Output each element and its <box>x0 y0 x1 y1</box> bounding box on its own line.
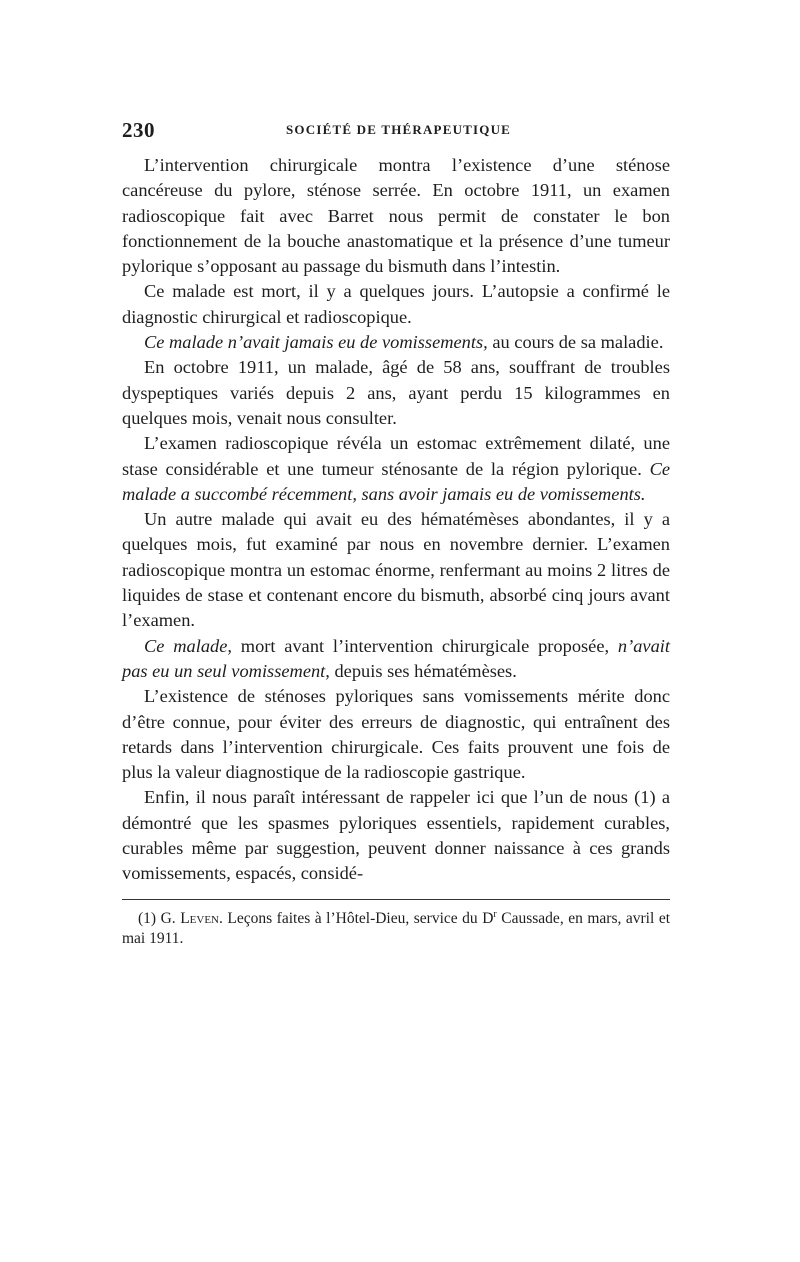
footnote <box>122 909 670 949</box>
paragraph-7 <box>122 634 670 685</box>
footnote-marker: (1) G. <box>138 909 181 927</box>
paragraph-1: L’intervention chirurgicale montra l’existence d’une sténose cancéreuse du pylore, sténose serrée. En octobre 1911, un examen radioscopique fait avec Barret nous permit de constater le bon fonctionnement de la bouche anastomatique et la présence d’une tumeur pylorique s’opposant au passage du bismuth dans l’intestin. <box>122 155 670 277</box>
text-run: depuis ses hématémèses. <box>329 660 517 681</box>
paragraph-3 <box>122 330 670 355</box>
footnote-text: . Leçons faites à l’Hôtel-Dieu, service du D <box>219 909 494 927</box>
paragraph-4: En octobre 1911, un malade, âgé de 58 ans, souffrant de troubles dyspeptiques variés depuis 2 ans, ayant perdu 15 kilogrammes en quelques mois, venait nous consulter. <box>122 357 670 428</box>
text-run: au cours de sa maladie. <box>487 332 664 353</box>
text-run: mort avant l’intervention chirurgicale proposée, <box>231 635 618 656</box>
text-run: L’examen radioscopique révéla un estomac extrêmement dilaté, une stase considérable et une tumeur sténosante de la région pylorique. <box>122 433 670 479</box>
italic-phrase: n’avait pas eu un seul vomissement, <box>122 635 670 681</box>
italic-phrase: Ce malade a succombé récemment, sans avoir jamais eu de vomissements. <box>122 458 670 504</box>
page-header <box>122 118 670 148</box>
page-number: 230 <box>122 118 155 142</box>
main-text <box>122 153 670 887</box>
footnote-superscript: r <box>493 908 497 920</box>
paragraph-2: Ce malade est mort, il y a quelques jours. L’autopsie a confirmé le diagnostic chirurgical et radioscopique. <box>122 281 670 327</box>
paragraph-9: Enfin, il nous paraît intéressant de rappeler ici que l’un de nous (1) a démontré que les spasmes pyloriques essentiels, rapidement curables, curables même par suggestion, peuvent donner naissance à ces grands vomissements, espacés, considé- <box>122 787 670 884</box>
paragraph-5 <box>122 431 670 507</box>
book-page <box>122 118 670 949</box>
italic-phrase: Ce malade, <box>144 635 232 656</box>
footnote-author: Leven <box>180 909 219 927</box>
footnote-text-end: Caussade, en mars, avril et mai 1911. <box>122 909 671 947</box>
italic-phrase: Ce malade n’avait jamais eu de vomissements, <box>144 332 488 353</box>
running-title: SOCIÉTÉ DE THÉRAPEUTIQUE <box>286 122 512 137</box>
paragraph-6: Un autre malade qui avait eu des hématémèses abondantes, il y a quelques mois, fut examiné par nous en novembre dernier. L’examen radioscopique montra un estomac énorme, renfermant au moins 2 litres de liquides de stase et contenant encore du bismuth, absorbé cinq jours avant l’examen. <box>122 509 670 631</box>
footnote-divider <box>122 899 670 900</box>
paragraph-8: L’existence de sténoses pyloriques sans vomissements mérite donc d’être connue, pour éviter des erreurs de diagnostic, qui entraînent des retards dans l’intervention chirurgicale. Ces faits prouvent une fois de plus la valeur diagnostique de la radioscopie gastrique. <box>122 686 670 783</box>
